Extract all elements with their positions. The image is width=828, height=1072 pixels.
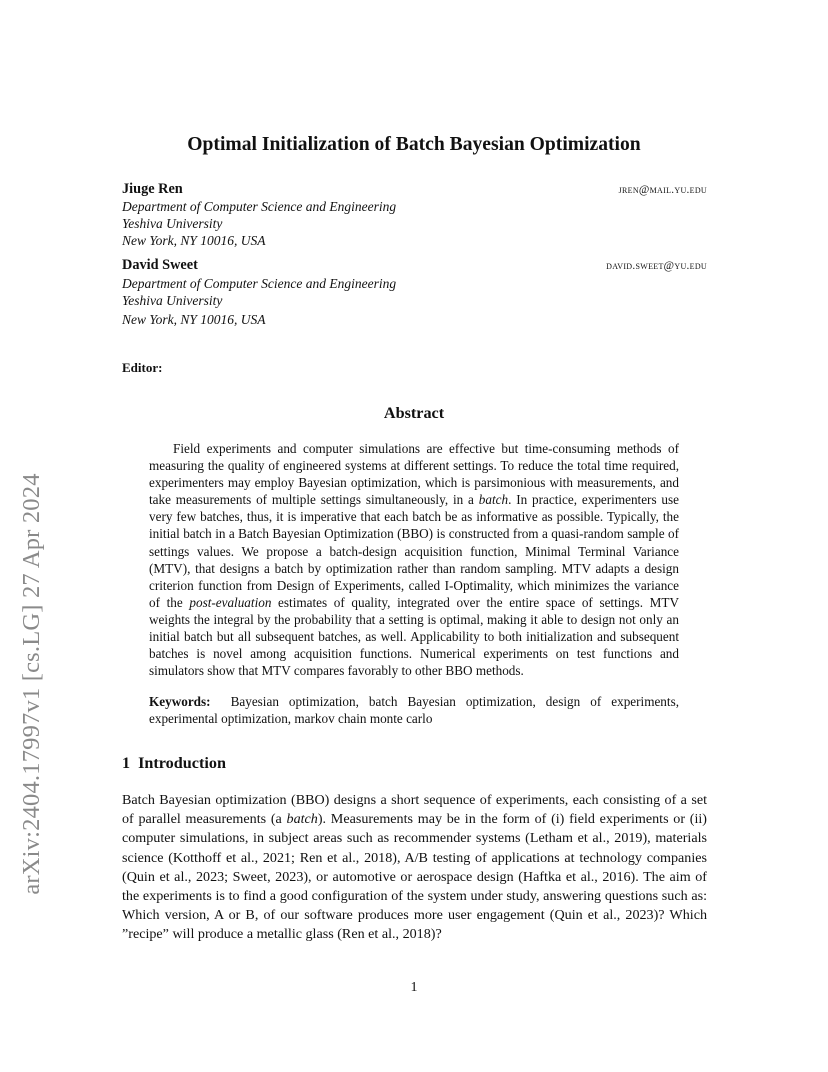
abstract-emphasis: post-evaluation [189, 594, 272, 610]
author-affiliation-line: Department of Computer Science and Engineering [122, 276, 397, 291]
author-affiliation-line: Department of Computer Science and Engineering [122, 199, 397, 214]
author-affiliation-line: Yeshiva University [122, 293, 223, 308]
author-email[interactable]: jren@mail.yu.edu [618, 184, 707, 196]
intro-text: Batch Bayesian optimization (BBO) designs a short sequence of experiments, each consisting of a set of parallel measurements (a [122, 792, 707, 828]
section-heading [122, 754, 226, 773]
author-affiliation-line: New York, NY 10016, USA [122, 233, 266, 248]
abstract-body [149, 440, 679, 679]
author-name: David Sweet [122, 257, 198, 273]
keywords [149, 693, 679, 727]
keywords-text: Bayesian optimization, batch Bayesian optimization, design of experiments, experimental optimization, markov chain monte carlo [149, 694, 679, 727]
arxiv-sidebar-stamp [14, 473, 50, 895]
section-title: Introduction [138, 754, 226, 772]
arxiv-identifier: arXiv:2404.17997v1 [cs.LG] 27 Apr 2024 [18, 473, 45, 895]
editor-label: Editor: [122, 360, 163, 375]
paper-title: Optimal Initialization of Batch Bayesian Optimization [187, 134, 641, 155]
introduction-paragraph [122, 791, 707, 945]
abstract-emphasis: batch [478, 492, 509, 508]
abstract-text: . In practice, experimenters use very few batches, thus, it is imperative that each batch be as informative as possible. Typically, the initial batch in a Batch Bayesian Optimization (BBO) is constructed from a quasi-random sample of settings values. We propose a batch-design acquisition function, Minimal Terminal Variance (MTV), that designs a batch by optimization rather than random sampling. MTV adapts a design criterion function from Design of Experiments, called I-Optimality, which minimizes the variance of the [149, 492, 679, 610]
abstract-text: estimates of quality, integrated over the entire space of settings. MTV weights the integral by the probability that a setting is optimal, making it able to design not only an initial batch but all subsequent batches, as well. Applicability to both initialization and subsequent batches is novel among acquisition functions. Numerical experiments on test functions and simulators show that MTV compares favorably to other BBO methods. [149, 594, 679, 679]
abstract-heading: Abstract [383, 404, 445, 422]
author-email[interactable]: david.sweet@yu.edu [606, 260, 707, 272]
page-number: 1 [410, 980, 418, 995]
author-affiliation-line: Yeshiva University [122, 216, 223, 231]
keywords-label: Keywords: [149, 694, 211, 709]
section-number: 1 [122, 754, 131, 772]
author-name: Jiuge Ren [122, 181, 183, 197]
intro-emphasis: batch [286, 811, 318, 828]
author-affiliation-line: New York, NY 10016, USA [122, 312, 266, 327]
abstract-text: Field experiments and computer simulations are effective but time-consuming methods of measuring the quality of engineered systems at different settings. To reduce the total time required, experimenters may employ Bayesian optimization, which is parsimonious with measurements, and take measurements of multiple settings simultaneously, in a [149, 441, 679, 508]
intro-text: ). Measurements may be in the form of (i) field experiments or (ii) computer simulations, in subject areas such as recommender systems (Letham et al., 2019), materials science (Kotthoff et al., 2021; Ren et al., 2018), A/B testing of applications at technology companies (Quin et al., 2023; Sweet, 2023), or automotive or aerospace design (Haftka et al., 2016). The aim of the experiments is to find a good configuration of the system under study, answering questions such as: Which version, A or B, of our software produces more user engagement (Quin et al., 2023)? Which ”recipe” will produce a metallic glass (Ren et al., 2018)? [122, 811, 707, 943]
